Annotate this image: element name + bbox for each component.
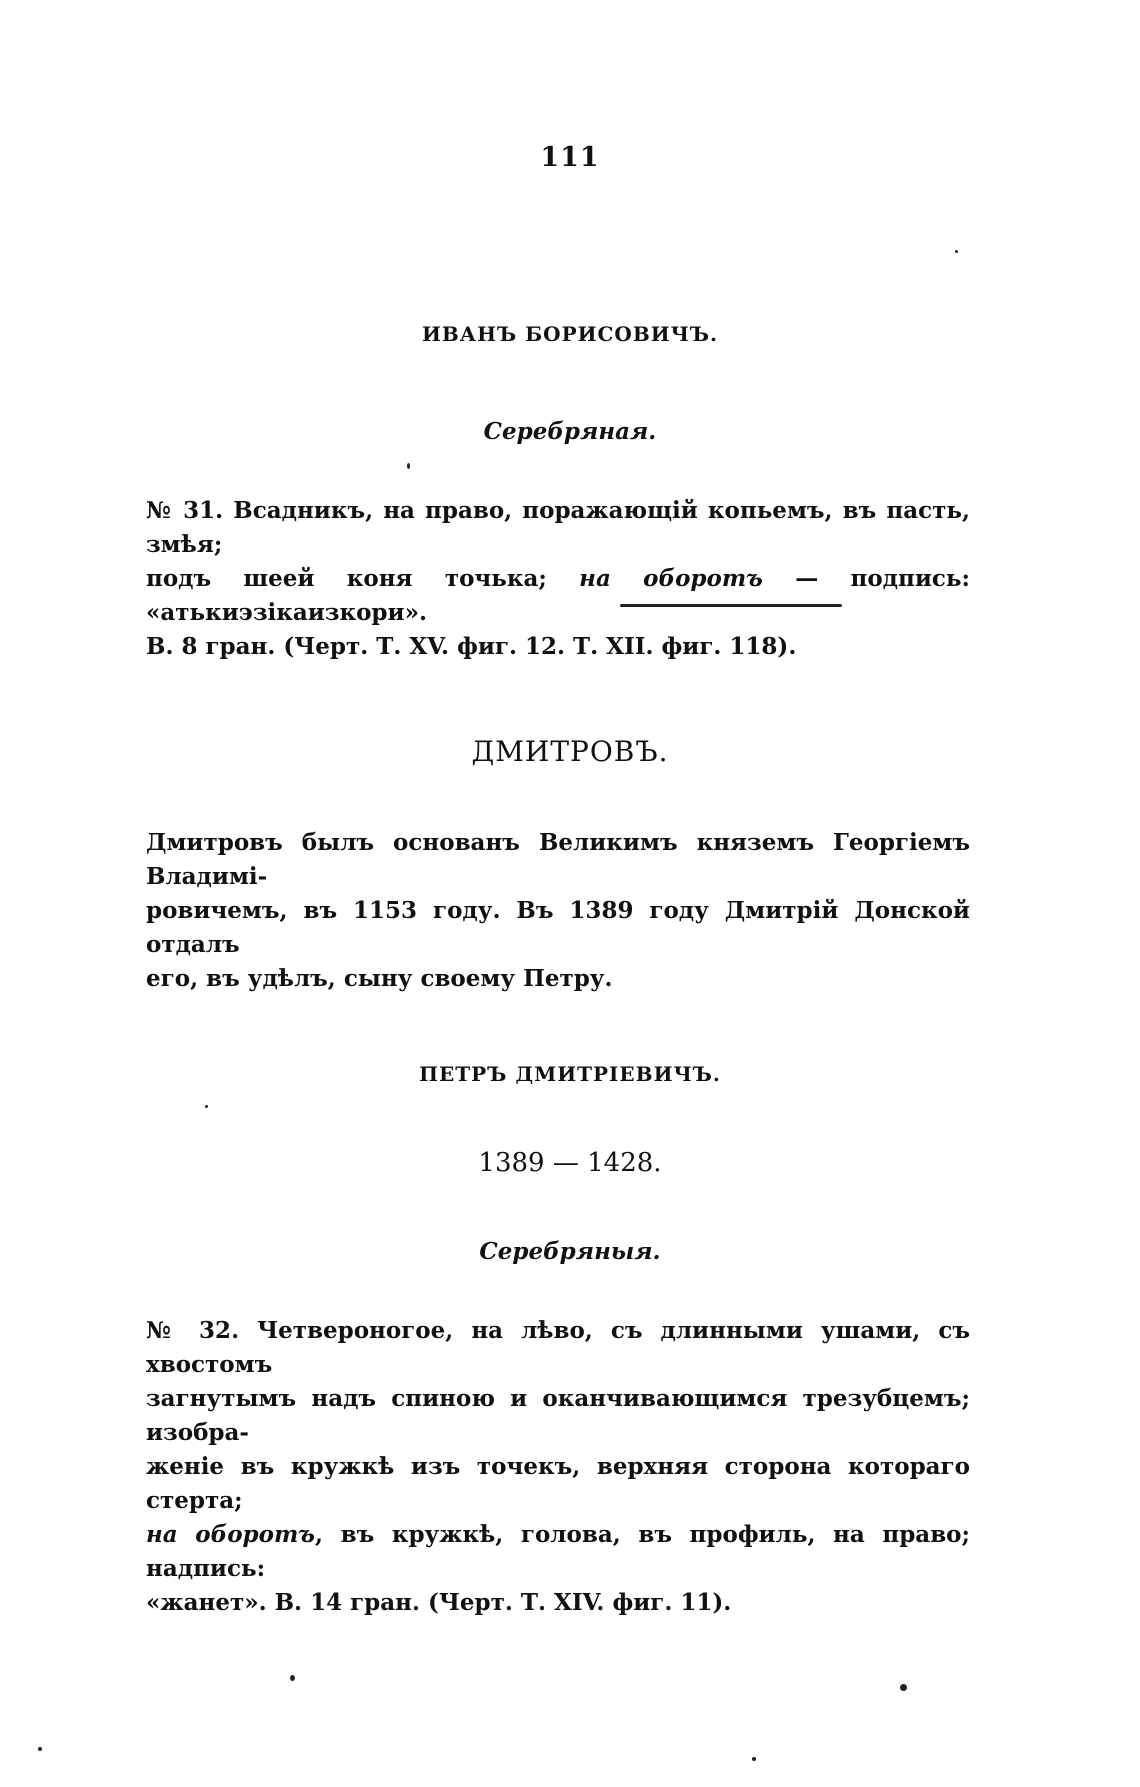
ruler-name-ivan: ИВАНЪ БОРИСОВИЧЪ. (421, 322, 719, 346)
scan-speck (290, 1675, 295, 1681)
scan-speck (407, 463, 410, 469)
entry-31-obverse-term: на оборотъ (579, 565, 763, 592)
entry-32-line-1: № 32. Четвероногое, на лѣво, съ длинными ушами, съ хвостомъ (146, 1317, 970, 1378)
entry-31-line-1: № 31. Всадникъ, на право, поражающій копьемъ, въ пасть, змѣя; (146, 497, 970, 558)
entry-31-line-2-post: — подпись: «атькиэзікаизкори». (146, 565, 970, 626)
ink-underline-mark (620, 604, 842, 607)
entry-31-line-2 (146, 562, 970, 630)
scan-speck (205, 1105, 208, 1108)
entry-31-line-3: В. 8 гран. (Черт. Т. XV. фиг. 12. Т. XII. фиг. 118). (146, 633, 797, 660)
dmitrov-line-1: Дмитровъ былъ основанъ Великимъ княземъ Георгіемъ Владимі- (146, 829, 970, 890)
coin-entry-31 (146, 494, 970, 664)
entry-32-line-4 (146, 1518, 970, 1586)
scan-speck (900, 1684, 907, 1691)
entry-32-line-2: загнутымъ надъ спиною и оканчивающимся трезубцемъ; изобра- (146, 1385, 970, 1446)
page-number: 111 (540, 142, 600, 173)
entry-32-line-5: «жанет». В. 14 гран. (Черт. Т. XIV. фиг. 11). (146, 1589, 732, 1616)
metal-label-1: Серебряная. (483, 418, 657, 445)
ruler-name-petr: ПЕТРЪ ДМИТРІЕВИЧЪ. (419, 1062, 721, 1086)
entry-31-line-2-pre: подъ шеей коня точька; (146, 565, 580, 592)
entry-32-line-4-post: , въ кружкѣ, голова, въ профиль, на право; надпись: (146, 1521, 971, 1582)
scan-speck (955, 250, 958, 253)
dmitrov-line-3: его, въ удѣлъ, сыну своему Петру. (146, 965, 613, 992)
metal-label-2: Серебряныя. (479, 1238, 661, 1265)
section-heading-dmitrov: ДМИТРОВЪ. (471, 735, 669, 768)
reign-years: 1389 — 1428. (478, 1148, 662, 1178)
dmitrov-line-2: ровичемъ, въ 1153 году. Въ 1389 году Дмитрій Донской отдалъ (146, 897, 970, 958)
entry-32-obverse-term: на оборотъ (146, 1521, 316, 1548)
coin-entry-32 (146, 1314, 970, 1620)
dmitrov-paragraph (146, 826, 970, 996)
entry-32-line-3: женіе въ кружкѣ изъ точекъ, верхняя сторона котораго стерта; (146, 1453, 970, 1514)
scan-speck (752, 1757, 756, 1761)
scan-speck (38, 1747, 42, 1751)
